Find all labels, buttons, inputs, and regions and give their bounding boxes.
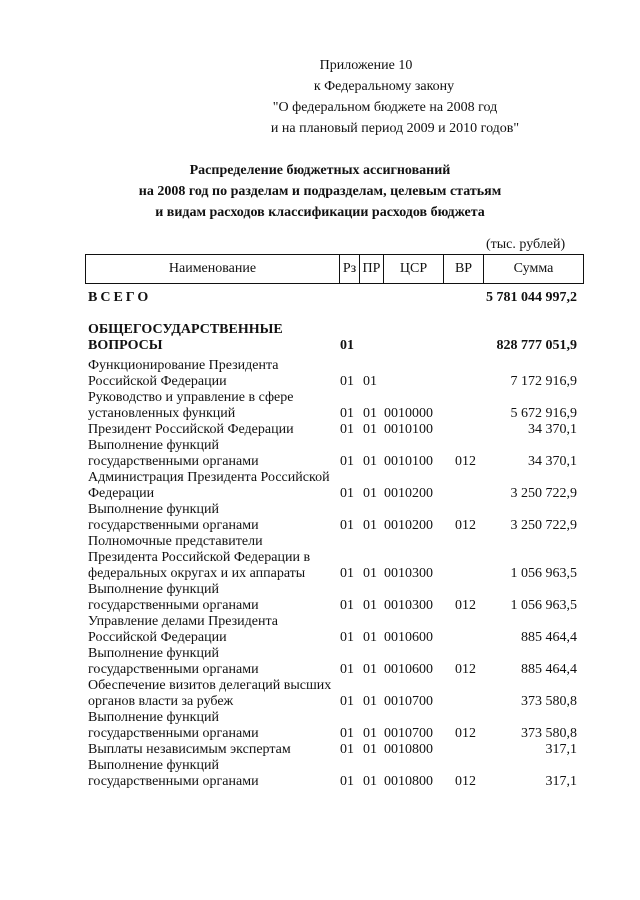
row-sum: 373 580,8 (521, 726, 577, 741)
table-row (0, 742, 640, 758)
row-name-line: ОБЩЕГОСУДАРСТВЕННЫЕ (88, 322, 283, 337)
row-name-line: государственными органами (88, 518, 259, 533)
table-row (0, 422, 640, 438)
row-pr: 01 (363, 374, 377, 389)
row-name-line: государственными органами (88, 662, 259, 677)
row-vr: 012 (455, 454, 476, 469)
row-csr: 0010700 (384, 726, 433, 741)
header-vr: ВР (444, 255, 484, 283)
row-pr: 01 (363, 630, 377, 645)
table-row (0, 438, 640, 470)
table-row (0, 390, 640, 422)
row-name-line: Российской Федерации (88, 630, 227, 645)
table-row (0, 322, 640, 354)
row-name-line: установленных функций (88, 406, 236, 421)
row-pr: 01 (363, 518, 377, 533)
row-csr: 0010800 (384, 742, 433, 757)
row-csr: 0010800 (384, 774, 433, 789)
table-row (0, 582, 640, 614)
row-rz: 01 (340, 338, 354, 353)
row-name (88, 758, 338, 790)
row-pr: 01 (363, 422, 377, 437)
row-sum: 1 056 963,5 (510, 598, 577, 613)
row-name-line: Выполнение функций (88, 646, 219, 661)
row-name (88, 390, 338, 422)
row-csr: 0010100 (384, 422, 433, 437)
row-csr: 0010000 (384, 406, 433, 421)
row-sum: 373 580,8 (521, 694, 577, 709)
row-vr: 012 (455, 518, 476, 533)
row-name-line: государственными органами (88, 454, 259, 469)
row-csr: 0010600 (384, 662, 433, 677)
row-pr: 01 (363, 406, 377, 421)
row-name-line: Выполнение функций (88, 438, 219, 453)
row-vr: 012 (455, 774, 476, 789)
row-name-line: государственными органами (88, 598, 259, 613)
row-sum: 317,1 (545, 774, 577, 789)
row-name-line: ВОПРОСЫ (88, 338, 163, 353)
row-rz: 01 (340, 598, 354, 613)
header-pr: ПР (360, 255, 384, 283)
appendix-law-period: и на плановый период 2009 и 2010 годов" (270, 121, 520, 136)
row-name (88, 290, 338, 306)
row-rz: 01 (340, 566, 354, 581)
budget-table-body (0, 290, 640, 790)
row-name (88, 502, 338, 534)
table-header (85, 254, 584, 284)
row-rz: 01 (340, 518, 354, 533)
row-rz: 01 (340, 406, 354, 421)
row-pr: 01 (363, 486, 377, 501)
row-rz: 01 (340, 742, 354, 757)
title-line-3: и видам расходов классификации расходов бюджета (155, 205, 485, 220)
row-rz: 01 (340, 486, 354, 501)
row-rz: 01 (340, 454, 354, 469)
row-name-line: ВСЕГО (88, 290, 152, 305)
row-sum: 317,1 (545, 742, 577, 757)
row-sum: 3 250 722,9 (510, 486, 577, 501)
appendix-law-title: "О федеральном бюджете на 2008 год (272, 100, 498, 115)
row-name-line: Президента Российской Федерации в (88, 550, 311, 565)
row-name-line: Федерации (88, 486, 155, 501)
row-rz: 01 (340, 662, 354, 677)
row-name (88, 582, 338, 614)
row-vr: 012 (455, 726, 476, 741)
row-name (88, 710, 338, 742)
table-row (0, 614, 640, 646)
row-vr: 012 (455, 662, 476, 677)
row-name (88, 438, 338, 470)
row-name-line: федеральных округах и их аппараты (88, 566, 306, 581)
title-line-2: на 2008 год по разделам и подразделам, целевым статьям (138, 184, 502, 199)
row-pr: 01 (363, 566, 377, 581)
row-name-line: Выплаты независимым экспертам (88, 742, 291, 757)
row-name-line: Функционирование Президента (88, 358, 279, 373)
row-pr: 01 (363, 694, 377, 709)
row-sum: 885 464,4 (521, 662, 577, 677)
row-name-line: государственными органами (88, 726, 259, 741)
row-name-line: органов власти за рубеж (88, 694, 234, 709)
row-name-line: Выполнение функций (88, 758, 219, 773)
table-row (0, 758, 640, 790)
row-sum: 5 672 916,9 (510, 406, 577, 421)
row-sum: 3 250 722,9 (510, 518, 577, 533)
row-name-line: Администрация Президента Российской (88, 470, 330, 485)
row-name (88, 678, 338, 710)
row-name-line: Выполнение функций (88, 582, 219, 597)
row-pr: 01 (363, 742, 377, 757)
document-title (60, 160, 580, 223)
row-csr: 0010300 (384, 598, 433, 613)
table-row (0, 290, 640, 306)
row-name-line: Обеспечение визитов делегаций высших (88, 678, 332, 693)
row-sum: 7 172 916,9 (510, 374, 577, 389)
header-name: Наименование (86, 255, 340, 283)
row-name (88, 470, 338, 502)
header-csr: ЦСР (384, 255, 444, 283)
table-row (0, 646, 640, 678)
row-sum: 34 370,1 (528, 422, 577, 437)
row-name-line: Выполнение функций (88, 710, 219, 725)
header-sum: Сумма (513, 261, 554, 276)
row-rz: 01 (340, 374, 354, 389)
row-name-line: Полномочные представители (88, 534, 263, 549)
row-name-line: Президент Российской Федерации (88, 422, 294, 437)
row-name-line: Управление делами Президента (88, 614, 278, 629)
row-vr: 012 (455, 598, 476, 613)
table-row (0, 534, 640, 582)
row-csr: 0010200 (384, 518, 433, 533)
row-pr: 01 (363, 774, 377, 789)
appendix-number: Приложение 10 (319, 58, 413, 73)
row-name (88, 322, 338, 354)
row-csr: 0010700 (384, 694, 433, 709)
row-sum: 34 370,1 (528, 454, 577, 469)
row-sum: 828 777 051,9 (496, 338, 577, 353)
row-name (88, 614, 338, 646)
appendix-law-ref: к Федеральному закону (313, 79, 455, 94)
units-label: (тыс. рублей) (486, 237, 566, 252)
row-csr: 0010100 (384, 454, 433, 469)
row-sum: 5 781 044 997,2 (486, 290, 577, 305)
row-name (88, 534, 338, 582)
row-rz: 01 (340, 630, 354, 645)
row-name-line: Руководство и управление в сфере (88, 390, 294, 405)
row-pr: 01 (363, 454, 377, 469)
row-sum: 1 056 963,5 (510, 566, 577, 581)
appendix-block (0, 55, 640, 139)
row-name-line: Выполнение функций (88, 502, 219, 517)
table-row (0, 710, 640, 742)
row-pr: 01 (363, 726, 377, 741)
row-name (88, 358, 338, 390)
row-rz: 01 (340, 694, 354, 709)
title-line-1: Распределение бюджетных ассигнований (189, 163, 451, 178)
row-csr: 0010300 (384, 566, 433, 581)
row-name-line: Российской Федерации (88, 374, 227, 389)
row-sum: 885 464,4 (521, 630, 577, 645)
row-csr: 0010600 (384, 630, 433, 645)
row-csr: 0010200 (384, 486, 433, 501)
row-name (88, 422, 338, 438)
table-row (0, 678, 640, 710)
header-rz: Рз (340, 255, 360, 283)
table-row (0, 470, 640, 502)
row-pr: 01 (363, 662, 377, 677)
row-name (88, 646, 338, 678)
table-row (0, 358, 640, 390)
row-name-line: государственными органами (88, 774, 259, 789)
table-row (0, 502, 640, 534)
row-pr: 01 (363, 598, 377, 613)
row-rz: 01 (340, 774, 354, 789)
row-rz: 01 (340, 726, 354, 741)
row-name (88, 742, 338, 758)
row-rz: 01 (340, 422, 354, 437)
